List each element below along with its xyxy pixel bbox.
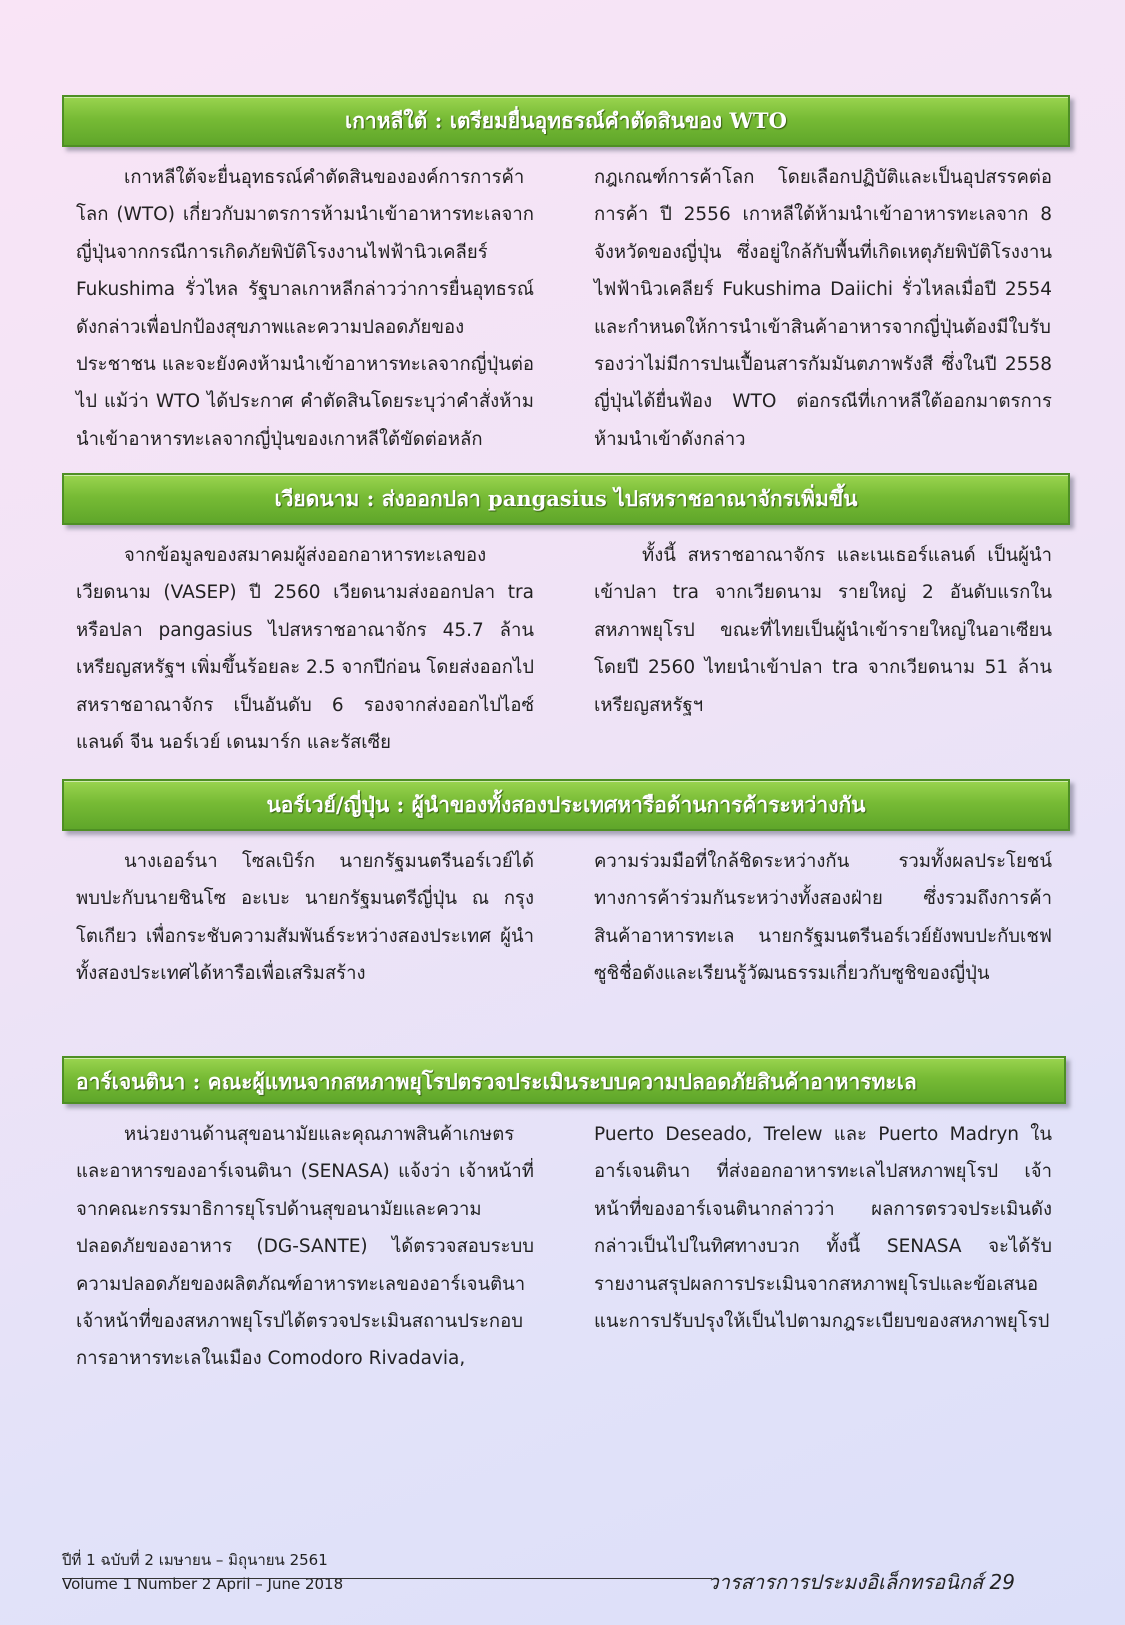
paragraph: กฎเกณฑ์การค้าโลก โดยเลือกปฏิบัติและเป็นอุปสรรคต่อการค้า ปี 2556 เกาหลีใต้ห้ามนำเข้าอาหารทะเลจาก 8 จังหวัดของญี่ปุ่น ซึ่งอยู่ใกล้กับพื้นที่เกิดเหตุภัยพิบัติโรงงานไฟฟ้านิวเคลียร์ Fukushima Daiichi รั่วไหลเมื่อปี 2554 และกำหนดให้การนำเข้าสินค้าอาหารจากญี่ปุ่นต้องมีใบรับรองว่าไม่มีการปนเปื้อนสารกัมมันตภาพรังสี ซึ่งในปี 2558 ญี่ปุ่นได้ยื่นฟ้อง WTO ต่อกรณีที่เกาหลีใต้ออกมาตรการห้ามนำเข้าดังกล่าว bbox=[594, 167, 1052, 450]
article-body bbox=[62, 1116, 1066, 1378]
article-argentina bbox=[62, 1056, 1066, 1378]
issue-english: Volume 1 Number 2 April – June 2018 bbox=[62, 1575, 344, 1593]
issue-thai: ปีที่ 1 ฉบับที่ 2 เมษายน – มิถุนายน 2561 bbox=[62, 1551, 328, 1569]
paragraph: หน่วยงานด้านสุขอนามัยและคุณภาพสินค้าเกษตรและอาหารของอาร์เจนตินา (SENASA) แจ้งว่า เจ้าหน้าที่จากคณะกรรมาธิการยุโรปด้านสุขอนามัยและความปลอดภัยของอาหาร (DG-SANTE) ได้ตรวจสอบระบบความปลอดภัยของผลิตภัณฑ์อาหารทะเลของอาร์เจนตินา เจ้าหน้าที่ของสหภาพยุโรปได้ตรวจประเมินสถานประกอบการอาหารทะเลในเมือง Comodoro Rivadavia, bbox=[76, 1124, 534, 1370]
paragraph: ความร่วมมือที่ใกล้ชิดระหว่างกัน รวมทั้งผลประโยชน์ทางการค้าร่วมกันระหว่างทั้งสองฝ่าย ซึ่งรวมถึงการค้าสินค้าอาหารทะเล นายกรัฐมนตรีนอร์เวย์ยังพบปะกับเชฟซูชิชื่อดังและเรียนรู้วัฒนธรรมเกี่ยวกับซูชิของญี่ปุ่น bbox=[594, 851, 1052, 985]
issue-info bbox=[62, 1548, 343, 1596]
paragraph: เกาหลีใต้จะยื่นอุทธรณ์คำตัดสินขององค์การการค้าโลก (WTO) เกี่ยวกับมาตรการห้ามนำเข้าอาหารทะเลจากญี่ปุ่นจากกรณีการเกิดภัยพิบัติโรงงานไฟฟ้านิวเคลียร์ Fukushima รั่วไหล รัฐบาลเกาหลีกล่าวว่าการยื่นอุทธรณ์ดังกล่าวเพื่อปกป้องสุขภาพและความปลอดภัยของประชาชน และจะยังคงห้ามนำเข้าอาหารทะเลจากญี่ปุ่นต่อไป แม้ว่า WTO ได้ประกาศ คำตัดสินโดยระบุว่าคำสั่งห้ามนำเข้าอาหารทะเลจากญี่ปุ่นของเกาหลีใต้ขัดต่อหลัก bbox=[76, 167, 534, 450]
article-body bbox=[62, 159, 1066, 458]
paragraph: ทั้งนี้ สหราชอาณาจักร และเนเธอร์แลนด์ เป็นผู้นำเข้าปลา tra จากเวียดนาม รายใหญ่ 2 อันดับแรกในสหภาพยุโรป ขณะที่ไทยเป็นผู้นำเข้ารายใหญ่ในอาเซียน โดยปี 2560 ไทยนำเข้าปลา tra จากเวียดนาม 51 ล้านเหรียญสหรัฐฯ bbox=[594, 545, 1052, 716]
article-heading: อาร์เจนตินา : คณะผู้แทนจากสหภาพยุโรปตรวจประเมินระบบความปลอดภัยสินค้าอาหารทะเล bbox=[62, 1056, 1066, 1104]
left-column bbox=[76, 1116, 534, 1378]
right-column bbox=[594, 537, 1052, 761]
page-number: 29 bbox=[989, 1570, 1015, 1594]
left-column bbox=[76, 843, 534, 993]
right-column bbox=[594, 159, 1052, 458]
right-column bbox=[594, 843, 1052, 993]
article-heading: เวียดนาม : ส่งออกปลา pangasius ไปสหราชอาณาจักรเพิ่มขึ้น bbox=[62, 473, 1070, 525]
footer-divider bbox=[62, 1578, 712, 1579]
paragraph: นางเออร์นา โซลเบิร์ก นายกรัฐมนตรีนอร์เวย์ได้พบปะกับนายชินโซ อะเบะ นายกรัฐมนตรีญี่ปุ่น ณ กรุงโตเกียว เพื่อกระชับความสัมพันธ์ระหว่างสองประเทศ ผู้นำทั้งสองประเทศได้หารือเพื่อเสริมสร้าง bbox=[76, 851, 534, 985]
article-body bbox=[62, 843, 1066, 993]
paragraph: จากข้อมูลของสมาคมผู้ส่งออกอาหารทะเลของเวียดนาม (VASEP) ปี 2560 เวียดนามส่งออกปลา tra หรือปลา pangasius ไปสหราชอาณาจักร 45.7 ล้านเหรียญสหรัฐฯ เพิ่มขึ้นร้อยละ 2.5 จากปีก่อน โดยส่งออกไปสหราชอาณาจักร เป็นอันดับ 6 รองจากส่งออกไปไอซ์แลนด์ จีน นอร์เวย์ เดนมาร์ก และรัสเซีย bbox=[76, 545, 534, 754]
journal-title: วารสารการประมงอิเล็กทรอนิกส์ bbox=[707, 1570, 984, 1594]
paragraph: Puerto Deseado, Trelew และ Puerto Madryn ในอาร์เจนตินา ที่ส่งออกอาหารทะเลไปสหภาพยุโรป เจ้าหน้าที่ของอาร์เจนตินากล่าวว่า ผลการตรวจประเมินดังกล่าวเป็นไปในทิศทางบวก ทั้งนี้ SENASA จะได้รับรายงานสรุปผลการประเมินจากสหภาพยุโรปและข้อเสนอแนะการปรับปรุงให้เป็นไปตามกฎระเบียบของสหภาพยุโรป bbox=[594, 1124, 1052, 1333]
left-column bbox=[76, 159, 534, 458]
article-heading: เกาหลีใต้ : เตรียมยื่นอุทธรณ์คำตัดสินของ WTO bbox=[62, 95, 1070, 147]
article-korea bbox=[62, 95, 1066, 458]
right-column bbox=[594, 1116, 1052, 1378]
article-body bbox=[62, 537, 1066, 761]
article-vietnam bbox=[62, 473, 1066, 761]
article-heading: นอร์เวย์/ญี่ปุ่น : ผู้นำของทั้งสองประเทศหารือด้านการค้าระหว่างกัน bbox=[62, 779, 1070, 831]
left-column bbox=[76, 537, 534, 761]
article-norway-japan bbox=[62, 779, 1066, 993]
journal-footer bbox=[707, 1566, 1015, 1598]
